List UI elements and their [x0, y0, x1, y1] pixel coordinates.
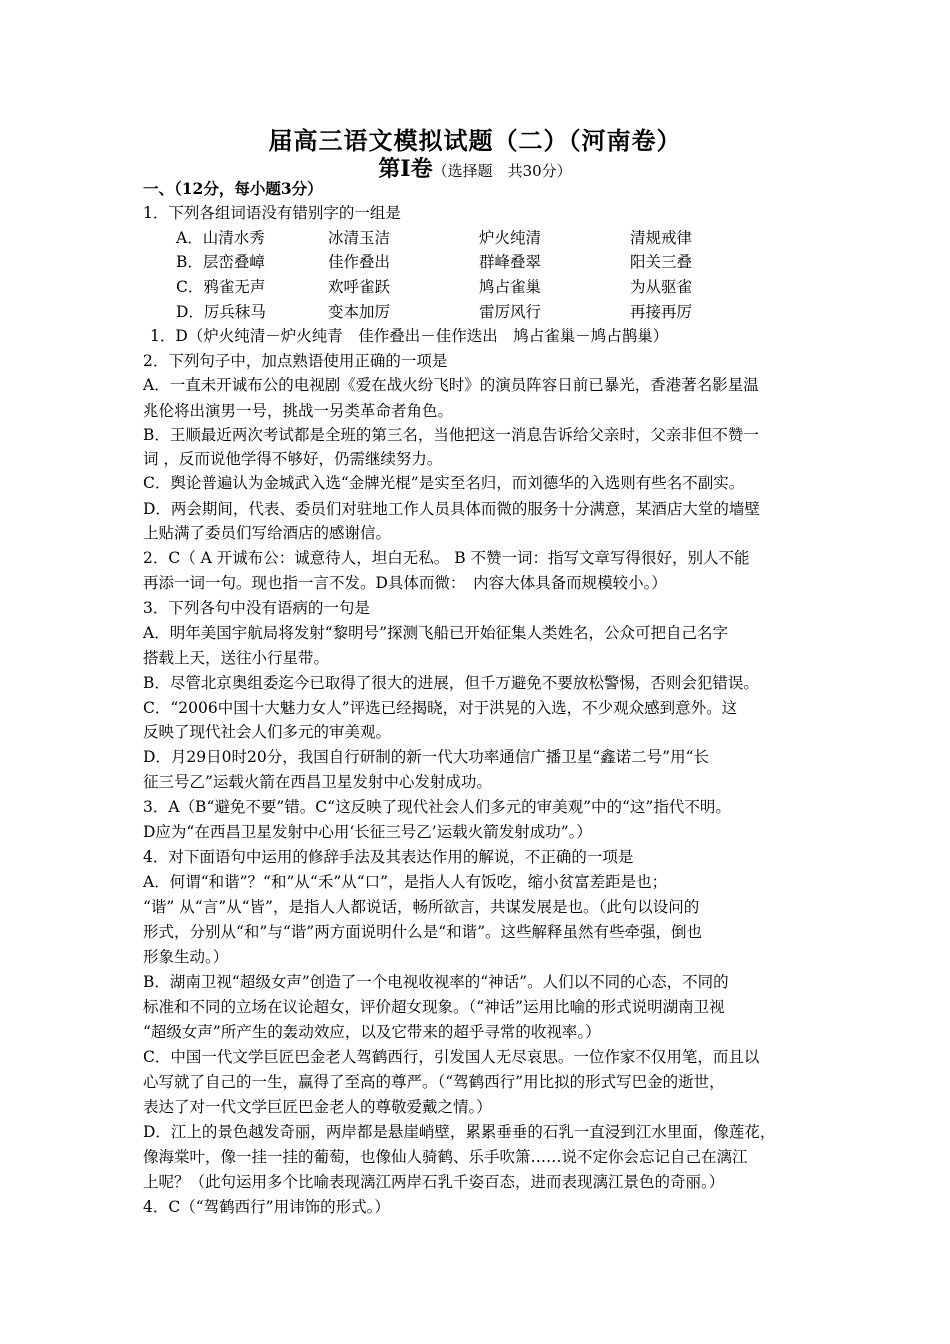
q1-option: D．厉兵秣马	[176, 303, 266, 321]
q1-option: C．鸦雀无声	[176, 278, 266, 296]
q2-line: A．一直未开诚布公的电视剧《爱在战火纷飞时》的演员阵容日前已暴光，香港著名影星温	[143, 376, 759, 394]
q1-option: B．层峦叠嶂	[176, 253, 265, 271]
q4-line: 形式，分别从“和”与“谐”两方面说明什么是“和谐”。这些解释虽然有些牵强，倒也	[143, 923, 703, 941]
q3-line: C．“2006中国十大魅力女人”评选已经揭晓，对于洪晃的入选，不少观众感到意外。这	[143, 699, 738, 717]
q4-line: A．何谓“和谐”？“和”从“禾”从“口”，是指人人有饭吃，缩小贫富差距是也；	[143, 873, 668, 891]
q1-option: 冰清玉洁	[328, 229, 391, 247]
q3-line: 搭载上天，送往小行星带。	[143, 649, 330, 667]
q4-line: 心写就了自己的一生，赢得了至高的尊严。（“驾鹤西行”用比拟的形式写巴金的逝世，	[143, 1073, 725, 1091]
q1-option: A．山清水秀	[176, 229, 265, 247]
section-heading: 一、（12分，每小题3分）	[143, 179, 323, 198]
q3-line: 征三号乙”运载火箭在西昌卫星发射中心发射成功。	[143, 773, 492, 791]
q3-answer: 3．A（B“避免不要”错。C“这反映了现代社会人们多元的审美观”中的“这”指代不明。	[143, 798, 731, 816]
q3-line: A．明年美国宇航局将发射“黎明号”探测飞船已开始征集人类姓名，公众可把自己名字	[143, 624, 729, 642]
q4-line: 表达了对一代文学巨匠巴金老人的尊敬爱戴之情。）	[143, 1098, 492, 1116]
q2-answer: 再添一词一句。现也指一言不发。D具体而微： 内容大体具备而规模较小。）	[143, 574, 667, 592]
q2-stem: 2．下列句子中，加点熟语使用正确的一项是	[143, 352, 448, 370]
q4-line: 上呢？（此句运用多个比喻表现漓江两岸石乳千姿百态，进而表现漓江景色的奇丽。）	[143, 1173, 725, 1191]
q1-option: 鸠占雀巢	[479, 278, 542, 296]
q2-line: 兆伦将出演男一号，挑战一另类革命者角色。	[143, 402, 454, 420]
q3-line: D．月29日0时20分，我国自行研制的新一代大功率通信广播卫星“鑫诺二号”用“长	[143, 748, 710, 766]
q4-line: B．湖南卫视“超级女声”创造了一个电视收视率的“神话”。人们以不同的心态，不同的	[143, 973, 729, 991]
q1-option: 炉火纯清	[479, 229, 542, 247]
q1-stem: 1．下列各组词语没有错别字的一组是	[143, 204, 401, 222]
q4-line: 标准和不同的立场在议论超女，评价超女现象。（“神话”运用比喻的形式说明湖南卫视	[143, 998, 725, 1016]
volume-label: 第Ⅰ卷	[378, 156, 433, 182]
q4-line: “谐” 从“言”从“皆”，是指人人都说话，畅所欲言，共谋发展是也。（此句以设问的	[143, 898, 700, 916]
q2-line: 词 ，反而说他学得不够好，仍需继续努力。	[143, 450, 443, 468]
q2-line: B．王顺最近两次考试都是全班的第三名，当他把这一消息告诉给父亲时，父亲非但不赞一	[143, 426, 759, 444]
q4-line: C．中国一代文学巨匠巴金老人驾鹤西行，引发国人无尽哀思。一位作家不仅用笔，而且以	[143, 1048, 760, 1066]
q1-option: 阳关三叠	[630, 253, 693, 271]
q2-line: D．两会期间，代表、委员们对驻地工作人员具体而微的服务十分满意，某酒店大堂的墙壁	[143, 500, 760, 518]
q4-line: 形象生动。）	[143, 948, 229, 966]
q1-option: 欢呼雀跃	[328, 278, 391, 296]
q2-line: C．舆论普遍认为金城武入选“金牌光棍”是实至名归，而刘德华的入选则有些名不副实。	[143, 474, 745, 492]
q4-stem: 4．对下面语句中运用的修辞手法及其表达作用的解说，不正确的一项是	[143, 848, 634, 866]
q1-option: 清规戒律	[630, 229, 693, 247]
q2-line: 上贴满了委员们写给酒店的感谢信。	[143, 524, 392, 542]
q3-line: B．尽管北京奥组委迄今已取得了很大的进展，但千万避免不要放松警惕，否则会犯错误。	[143, 674, 759, 692]
q1-option: 群峰叠翠	[479, 253, 542, 271]
q3-answer: D应为“在西昌卫星发射中心用‘长征三号乙’运载火箭发射成功”。）	[143, 823, 592, 841]
volume-note: （选择题 共30分）	[432, 162, 572, 180]
q1-option: 佳作叠出	[328, 253, 391, 271]
q1-option: 再接再厉	[630, 303, 693, 321]
q4-line: 像海棠叶，像一挂一挂的葡萄，也像仙人骑鹤、乐手吹箫……说不定你会忘记自己在漓江	[143, 1148, 748, 1166]
q1-option: 为从驱雀	[630, 278, 693, 296]
q4-line: “超级女声”所产生的轰动效应，以及它带来的超乎寻常的收视率。）	[143, 1023, 601, 1041]
q2-answer: 2．C（ A 开诚布公：诚意待人，坦白无私。 B 不赞一词：指写文章写得很好，别人不能	[143, 549, 750, 567]
q1-option: 雷厉风行	[479, 303, 542, 321]
q1-option: 变本加厉	[328, 303, 391, 321]
q1-answer: 1．D（炉火纯清－炉火纯青 佳作叠出－佳作迭出 鸠占雀巢－鸠占鹊巢）	[150, 327, 669, 345]
q4-line: D．江上的景色越发奇丽，两岸都是悬崖峭壁，累累垂垂的石乳一直浸到江水里面，像莲花，	[143, 1123, 776, 1141]
page-title: 届高三语文模拟试题（二）（河南卷）	[268, 126, 682, 155]
q3-stem: 3．下列各句中没有语病的一句是	[143, 599, 370, 617]
q4-answer: 4．C（“驾鹤西行”用讳饰的形式。）	[143, 1198, 390, 1216]
q3-line: 反映了现代社会人们多元的审美观。	[143, 723, 392, 741]
